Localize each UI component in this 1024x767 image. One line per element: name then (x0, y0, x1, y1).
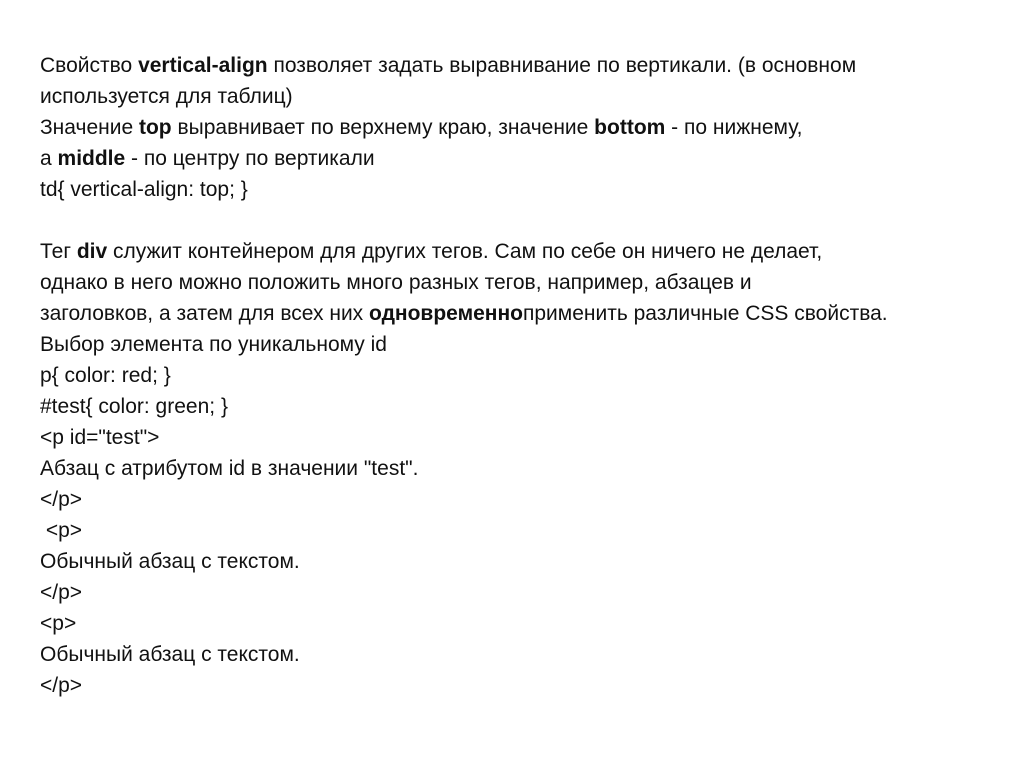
keyword-middle: middle (57, 147, 126, 170)
text-run: Тег (40, 240, 77, 263)
text-run: Свойство (40, 54, 139, 77)
code-line (40, 391, 1000, 422)
text-run: Значение (40, 116, 139, 139)
text-run: позволяет задать выравнивание по вертикали. (в основном (267, 54, 857, 77)
text-run: применить различные CSS свойства. (522, 302, 888, 325)
text-run: используется для таблиц) (40, 85, 293, 108)
text-line (40, 453, 1000, 484)
text-line (40, 639, 1000, 670)
code-text: p{ color: red; } (40, 364, 171, 387)
code-line (40, 422, 1000, 453)
code-line (40, 174, 1000, 205)
text-line (40, 546, 1000, 577)
text-run: выравнивает по верхнему краю, значение (171, 116, 595, 139)
code-text: td{ vertical-align: top; } (40, 178, 248, 201)
top-bottom-line (40, 112, 1000, 143)
div-intro-line (40, 236, 1000, 267)
text-run: заголовков, а затем для всех них (40, 302, 370, 325)
vertical-align-intro-line (40, 50, 1000, 81)
code-line (40, 515, 1000, 546)
text-run: Обычный абзац с текстом. (40, 643, 300, 666)
code-line (40, 360, 1000, 391)
text-run: - по нижнему, (665, 116, 803, 139)
simultaneously-line (40, 298, 1000, 329)
text-run: Абзац с атрибутом id в значении "test". (40, 457, 419, 480)
text-line (40, 81, 1000, 112)
code-text: </p> (40, 674, 83, 697)
text-run: Выбор элемента по уникальному id (40, 333, 387, 356)
code-line (40, 670, 1000, 701)
slide-content (40, 50, 1000, 701)
keyword-simultaneously: одновременно (369, 302, 523, 325)
middle-line (40, 143, 1000, 174)
keyword-div: div (76, 240, 108, 263)
keyword-top: top (138, 116, 172, 139)
text-line (40, 329, 1000, 360)
keyword-bottom: bottom (594, 116, 666, 139)
code-text: </p> (40, 488, 83, 511)
text-run: - по центру по вертикали (125, 147, 375, 170)
text-run: Обычный абзац с текстом. (40, 550, 300, 573)
code-text: <p> (40, 612, 77, 635)
code-line (40, 577, 1000, 608)
text-run: однако в него можно положить много разных тегов, например, абзацев и (40, 271, 752, 294)
code-line (40, 608, 1000, 639)
code-text: #test{ color: green; } (40, 395, 228, 418)
code-line (40, 484, 1000, 515)
text-line (40, 267, 1000, 298)
keyword-vertical-align: vertical-align (138, 54, 268, 77)
blank-line (40, 205, 1000, 236)
text-run: служит контейнером для других тегов. Сам по себе он ничего не делает, (107, 240, 823, 263)
code-text: <p id="test"> (40, 426, 160, 449)
code-text: </p> (40, 581, 83, 604)
text-run: а (40, 147, 58, 170)
code-text: <p> (40, 519, 83, 542)
